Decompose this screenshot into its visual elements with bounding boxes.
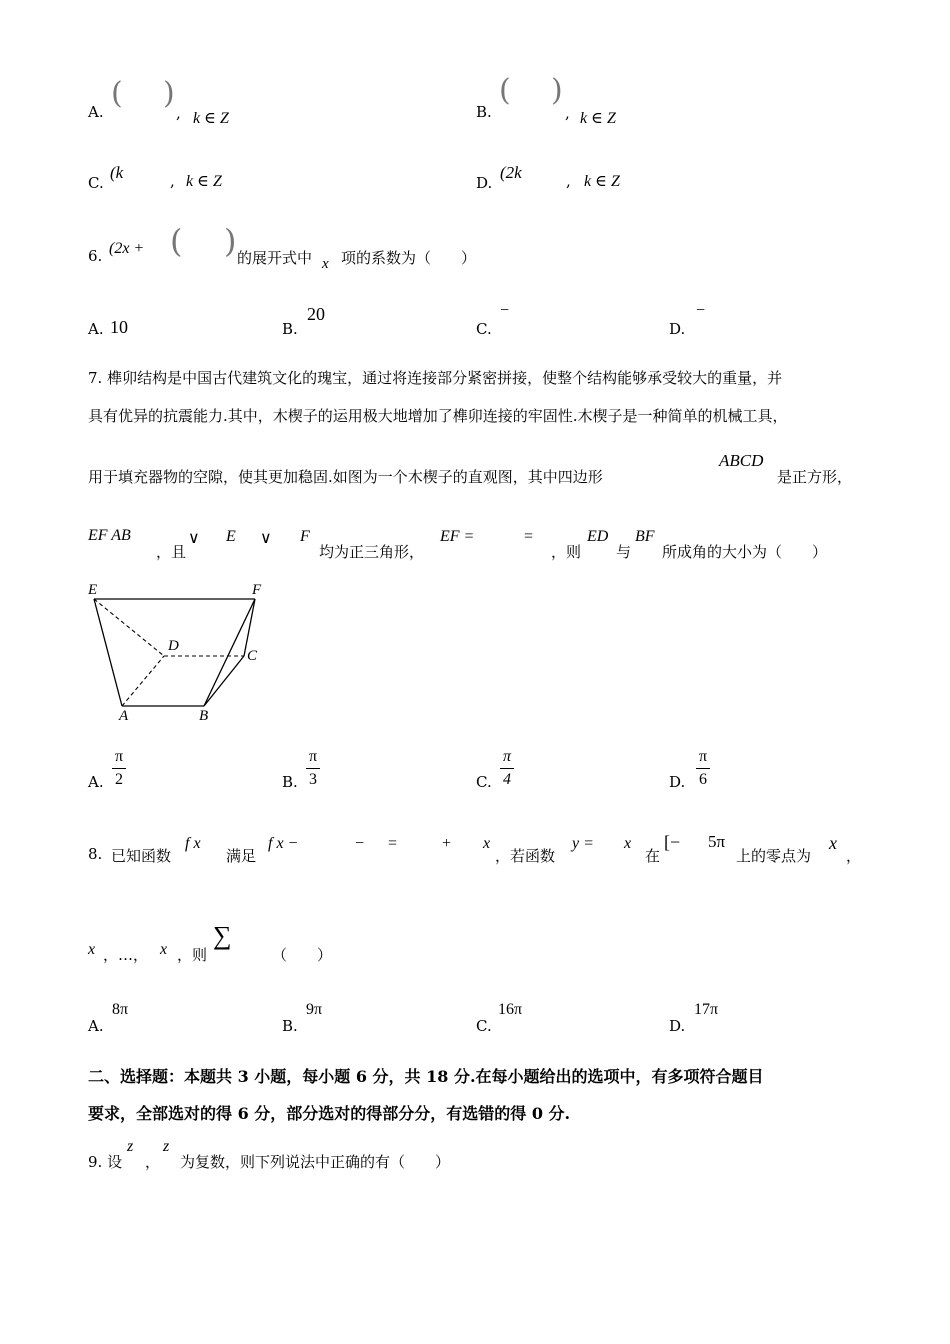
text-zai: 在 <box>645 847 661 865</box>
z2-var: z <box>163 1138 170 1155</box>
q7-line-2: 具有优异的抗震能力.其中，木楔子的运用极大地增加了榫卯连接的牢固性.木楔子是一种简单的机械工具， <box>88 407 788 425</box>
q7-line-3: 用于填充器物的空隙，使其更加稳固.如图为一个木楔子的直观图，其中四边形 <box>88 468 603 486</box>
vertex-c-label: C <box>247 648 258 664</box>
triangle-bcf: F <box>300 528 310 545</box>
paren-left: ( <box>111 76 123 111</box>
vertex-e-label: E <box>88 582 98 598</box>
x-var: x <box>88 941 96 958</box>
vertex-f-label: F <box>252 582 262 598</box>
edge-ea <box>94 599 122 706</box>
k-in-z: k ∈ Z <box>580 110 616 127</box>
option-label: C. <box>476 320 492 338</box>
option-value: 20 <box>307 304 325 324</box>
sigma-symbol: ∑ <box>213 921 232 950</box>
option-label: A. <box>88 1017 104 1035</box>
option-label: C. <box>476 1017 492 1035</box>
option-value: 8π <box>112 1001 129 1018</box>
denominator: 2 <box>115 771 123 788</box>
question-number: 6. <box>88 247 103 265</box>
fraction-bar <box>500 768 514 769</box>
equals: = <box>388 835 398 852</box>
edge-ed-hidden <box>94 599 164 656</box>
interval-start: [− <box>664 832 681 852</box>
expr-start: (k <box>110 163 124 182</box>
equals: = <box>524 528 534 545</box>
numerator: π <box>114 748 124 765</box>
numerator: π <box>308 748 318 765</box>
comma: , <box>170 172 175 190</box>
comma: ， <box>846 847 862 865</box>
answer-paren: （ ） <box>272 946 333 964</box>
bf-line: BF <box>635 528 655 545</box>
option-value: 17π <box>694 1001 719 1018</box>
comma: ， <box>145 1153 161 1171</box>
triangle-symbol: ∨ <box>260 530 272 547</box>
fraction-bar <box>306 768 320 769</box>
text-if-function: ，若函数 <box>495 847 556 865</box>
question-number: 8. <box>88 845 103 863</box>
f-of-x-minus: f x − <box>268 835 299 852</box>
ed-line: ED <box>587 528 609 545</box>
fraction <box>500 747 514 790</box>
option-label: D. <box>669 773 686 791</box>
expr-start: (2k <box>500 163 522 182</box>
q7-line-1: 7. 榫卯结构是中国古代建筑文化的瑰宝，通过将连接部分紧密拼接，使整个结构能够承受较大的重量，并 <box>88 369 783 387</box>
denominator: 3 <box>309 771 317 788</box>
edge-ad-hidden <box>122 656 164 706</box>
denominator: 4 <box>503 771 511 788</box>
q9-text: 为复数，则下列说法中正确的有（ ） <box>180 1153 451 1171</box>
vertex-b-label: B <box>199 708 209 724</box>
text-yu: 与 <box>616 543 632 561</box>
option-label: D. <box>669 1017 686 1035</box>
option-label: B. <box>282 1017 298 1035</box>
q6-text: 的展开式中 <box>237 249 313 267</box>
q6-text-end: 项的系数为（ ） <box>341 249 477 267</box>
question-number: 9. 设 <box>88 1153 123 1171</box>
text-known: 已知函数 <box>111 847 172 865</box>
q7-line-4-end: 所成角的大小为（ ） <box>662 543 828 561</box>
option-label: B. <box>282 320 298 338</box>
paren-right: ) <box>551 73 563 108</box>
binomial-start: (2x + <box>109 240 145 257</box>
abcd-math: ABCD <box>719 451 764 470</box>
text-equilateral: 均为正三角形， <box>319 543 425 561</box>
comma: , <box>176 104 181 122</box>
vertex-a-label: A <box>119 708 129 724</box>
paren-right: ) <box>224 222 237 260</box>
section-heading-line-2: 要求，全部选对的得 6 分，部分选对的得部分分，有选错的得 0 分. <box>88 1104 571 1123</box>
x-var: x <box>829 833 837 853</box>
numerator: π <box>502 748 511 765</box>
option-label: B. <box>282 773 298 791</box>
k-in-z: k ∈ Z <box>584 173 620 190</box>
z1-var: z <box>127 1138 134 1155</box>
option-label: C. <box>88 174 104 192</box>
paren-right: ) <box>163 76 175 111</box>
vertex-d-label: D <box>168 638 179 654</box>
comma: , <box>565 104 570 122</box>
fraction-bar <box>112 768 126 769</box>
option-value: 10 <box>110 317 128 337</box>
option-label: B. <box>476 103 492 121</box>
comma: , <box>566 172 571 190</box>
triangle-ade: E <box>226 528 236 545</box>
option-label: C. <box>476 773 492 791</box>
fraction <box>696 747 710 790</box>
term-var: x <box>322 256 329 272</box>
option-value: 9π <box>306 1001 323 1018</box>
y-equals: y = <box>572 835 594 852</box>
paren-left: ( <box>170 222 183 260</box>
text-ze: ，则 <box>177 946 208 964</box>
ef-parallel-ab: EF AB <box>88 527 131 544</box>
paren-left: ( <box>499 73 511 108</box>
plus: + <box>442 835 452 852</box>
ef-equals: EF = <box>440 528 475 545</box>
f-of-x: f x <box>185 835 201 852</box>
text-qie: ，且 <box>156 543 187 561</box>
text-zeros: 上的零点为 <box>736 847 812 865</box>
option-label: A. <box>88 103 104 121</box>
x-var: x <box>160 941 168 958</box>
option-value: 16π <box>498 1001 523 1018</box>
option-label: D. <box>669 320 686 338</box>
x-var: x <box>483 835 491 852</box>
minus: − <box>355 835 365 852</box>
text-ze: ，则 <box>551 543 582 561</box>
fraction <box>306 747 320 790</box>
option-label: D. <box>476 174 493 192</box>
section-heading-line-1: 二、选择题：本题共 3 小题，每小题 6 分，共 18 分.在每小题给出的选项中，有多项符合题目 <box>88 1067 764 1086</box>
ellipsis: ，…， <box>103 946 149 964</box>
k-in-z: k ∈ Z <box>186 173 222 190</box>
triangle-symbol: ∨ <box>188 530 200 547</box>
denominator: 6 <box>699 771 707 788</box>
fraction <box>112 747 126 790</box>
option-value: − <box>696 302 706 319</box>
x-var: x <box>624 835 632 852</box>
numerator: π <box>698 748 708 765</box>
text-satisfy: 满足 <box>226 847 257 865</box>
q7-line-3-end: 是正方形， <box>777 468 853 486</box>
k-in-z: k ∈ Z <box>193 110 229 127</box>
option-label: A. <box>88 773 104 791</box>
five-pi: 5π <box>708 832 726 851</box>
option-label: A. <box>88 320 104 338</box>
option-value: − <box>500 302 510 319</box>
fraction-bar <box>696 768 710 769</box>
